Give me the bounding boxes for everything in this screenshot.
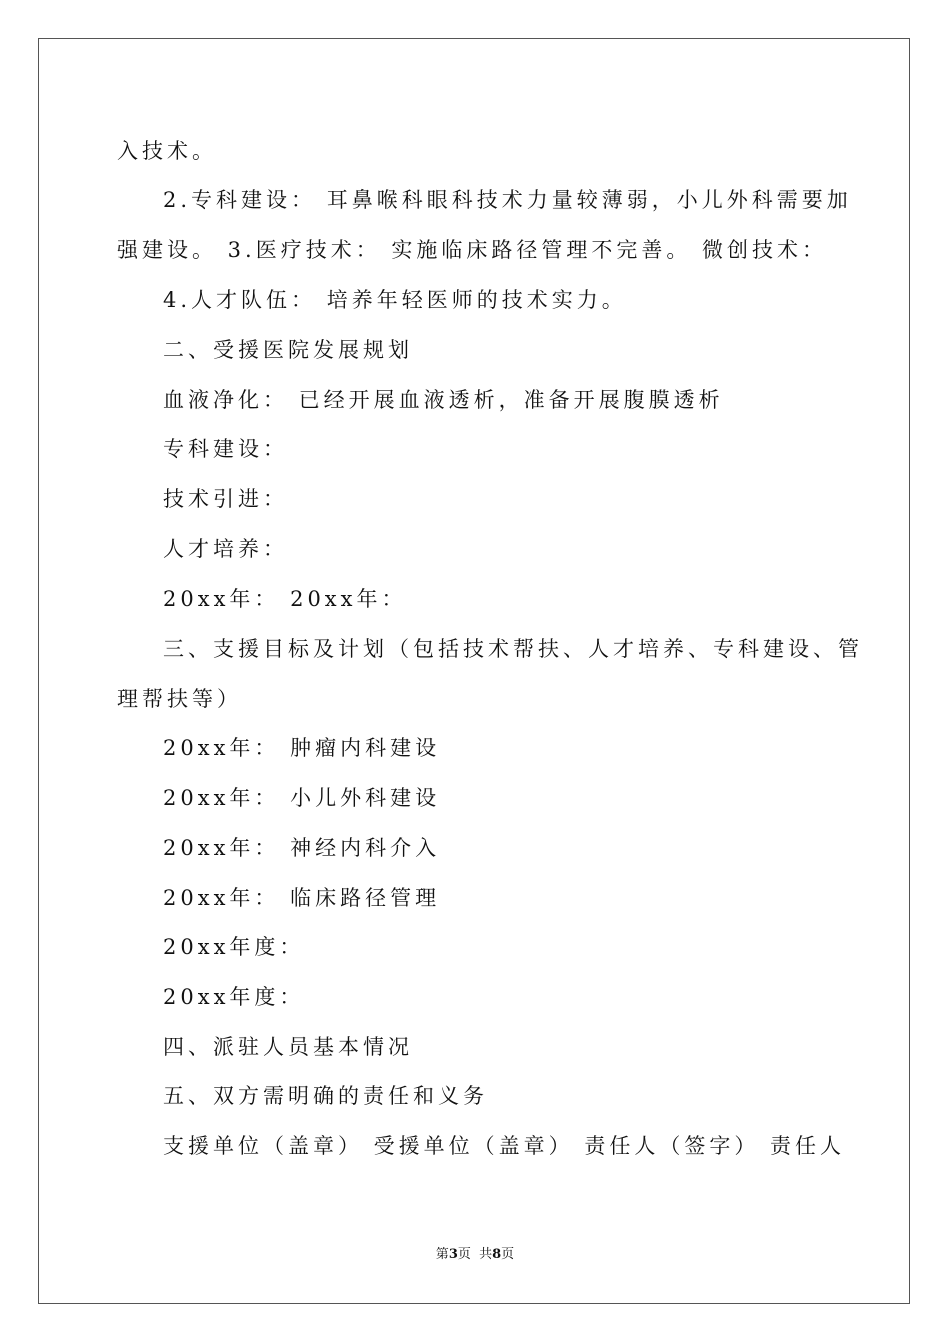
text-line: 技术引进： [163, 487, 288, 511]
section-heading: 四、派驻人员基本情况 [163, 1035, 413, 1059]
page-total: 8 [492, 1247, 502, 1262]
page-current: 3 [448, 1247, 458, 1262]
text-line: 20xx年度： [163, 935, 305, 959]
text-line: 人才培养： [163, 537, 288, 561]
text-line: 20xx年： 肿瘤内科建设 [163, 736, 441, 760]
page-prefix: 第 [435, 1247, 449, 1262]
text-line: 2.专科建设： 耳鼻喉科眼科技术力量较薄弱，小儿外科需要加 [163, 188, 852, 212]
page-footer [0, 1246, 950, 1264]
text-line: 支援单位（盖章） 受援单位（盖章） 责任人（签字） 责任人 [163, 1134, 846, 1158]
text-line: 强建设。 3.医疗技术： 实施临床路径管理不完善。 微创技术： [117, 238, 828, 262]
text-line: 20xx年度： [163, 985, 305, 1009]
text-line: 20xx年： 小儿外科建设 [163, 786, 441, 810]
section-heading: 五、双方需明确的责任和义务 [163, 1084, 488, 1108]
text-line: 20xx年： 临床路径管理 [163, 886, 441, 910]
text-line: 专科建设： [163, 437, 288, 461]
page-mid: 页 共 [457, 1247, 493, 1262]
text-line: 入技术。 [117, 139, 217, 163]
page-border [38, 38, 910, 1304]
page-suffix: 页 [501, 1247, 515, 1262]
text-line: 20xx年： 神经内科介入 [163, 836, 441, 860]
section-heading: 三、支援目标及计划（包括技术帮扶、人才培养、专科建设、管 [163, 637, 863, 661]
text-line: 4.人才队伍： 培养年轻医师的技术实力。 [163, 288, 627, 312]
text-line: 理帮扶等） [117, 687, 242, 711]
text-line: 20xx年： 20xx年： [163, 587, 407, 611]
section-heading: 二、受援医院发展规划 [163, 338, 413, 362]
text-line: 血液净化： 已经开展血液透析，准备开展腹膜透析 [163, 388, 724, 412]
